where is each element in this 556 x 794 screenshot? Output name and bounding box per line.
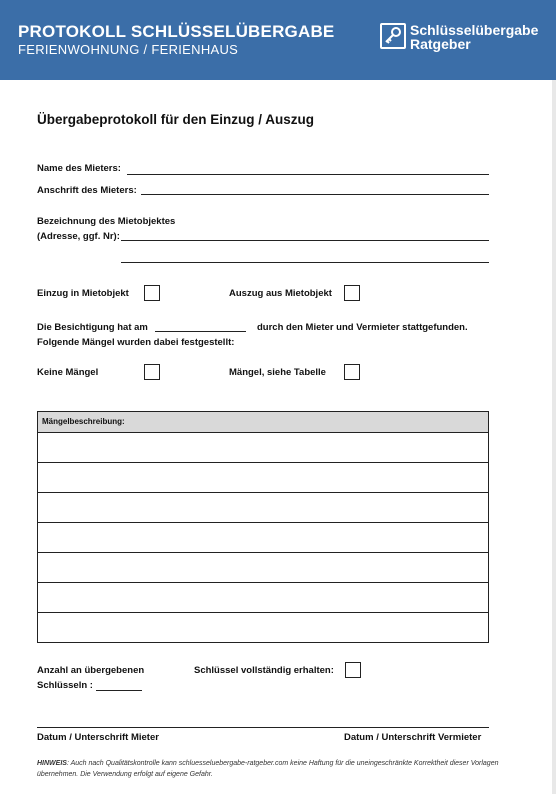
table-row[interactable] — [38, 553, 488, 583]
defects-table-label: Mängel, siehe Tabelle — [229, 367, 326, 378]
keys-count-sublabel: Schlüsseln : — [37, 680, 93, 691]
inspection-suffix: durch den Mieter und Vermieter stattgefunden. — [257, 322, 468, 333]
key-icon — [380, 23, 406, 49]
rental-object-sublabel: (Adresse, ggf. Nr): — [37, 231, 120, 242]
no-defects-label: Keine Mängel — [37, 367, 99, 378]
signature-line — [37, 727, 489, 728]
header-title: PROTOKOLL SCHLÜSSELÜBERGABE — [18, 22, 335, 41]
rental-object-field-2[interactable] — [121, 262, 489, 263]
inspection-prefix: Die Besichtigung hat am — [37, 322, 148, 333]
defects-table-header-label: Mängelbeschreibung: — [42, 417, 125, 426]
no-defects-checkbox[interactable] — [144, 364, 160, 380]
tenant-address-field[interactable] — [141, 194, 489, 195]
keys-complete-checkbox[interactable] — [345, 662, 361, 678]
keys-count-label: Anzahl an übergebenen — [37, 665, 145, 676]
rental-object-field-1[interactable] — [121, 240, 489, 241]
rental-object-label: Bezeichnung des Mietobjektes — [37, 216, 176, 227]
move-in-checkbox[interactable] — [144, 285, 160, 301]
keys-complete-label: Schlüssel vollständig erhalten: — [194, 665, 334, 676]
tenant-name-label: Name des Mieters: — [37, 163, 121, 174]
move-out-checkbox[interactable] — [344, 285, 360, 301]
disclaimer-text: : Auch nach Qualitätskontrolle kann schluesseluebergabe-ratgeber.com keine Haftung für die uneingeschränkte Korrektheit dieser Vorlagen übernehmen. Die Verwendung erfolgt auf eigene Gefahr. — [37, 760, 499, 778]
header-banner — [0, 0, 556, 80]
defects-table-header — [38, 412, 488, 433]
keys-count-field[interactable] — [96, 690, 142, 691]
defects-table — [37, 411, 489, 643]
tenant-signature-label: Datum / Unterschrift Mieter — [37, 732, 159, 743]
tenant-address-label: Anschrift des Mieters: — [37, 185, 137, 196]
document-title: Übergabeprotokoll für den Einzug / Auszug — [37, 112, 315, 127]
header-subtitle: FERIENWOHNUNG / FERIENHAUS — [18, 42, 239, 57]
defects-table-checkbox[interactable] — [344, 364, 360, 380]
inspection-date-field[interactable] — [155, 331, 246, 332]
move-in-label: Einzug in Mietobjekt — [37, 288, 129, 299]
logo — [380, 22, 548, 54]
logo-text-2: Ratgeber — [410, 36, 471, 52]
logo-text-1: Schlüsselübergabe — [410, 22, 539, 38]
table-row[interactable] — [38, 613, 488, 642]
table-row[interactable] — [38, 583, 488, 613]
disclaimer-note — [37, 758, 507, 780]
table-row[interactable] — [38, 463, 488, 493]
move-out-label: Auszug aus Mietobjekt — [229, 288, 332, 299]
page-edge-shadow — [552, 80, 556, 794]
table-row[interactable] — [38, 493, 488, 523]
table-row[interactable] — [38, 523, 488, 553]
defects-intro: Folgende Mängel wurden dabei festgestellt: — [37, 337, 235, 348]
table-row[interactable] — [38, 433, 488, 463]
tenant-name-field[interactable] — [127, 174, 489, 175]
disclaimer-bold: HINWEIS — [37, 760, 67, 767]
landlord-signature-label: Datum / Unterschrift Vermieter — [344, 732, 482, 743]
